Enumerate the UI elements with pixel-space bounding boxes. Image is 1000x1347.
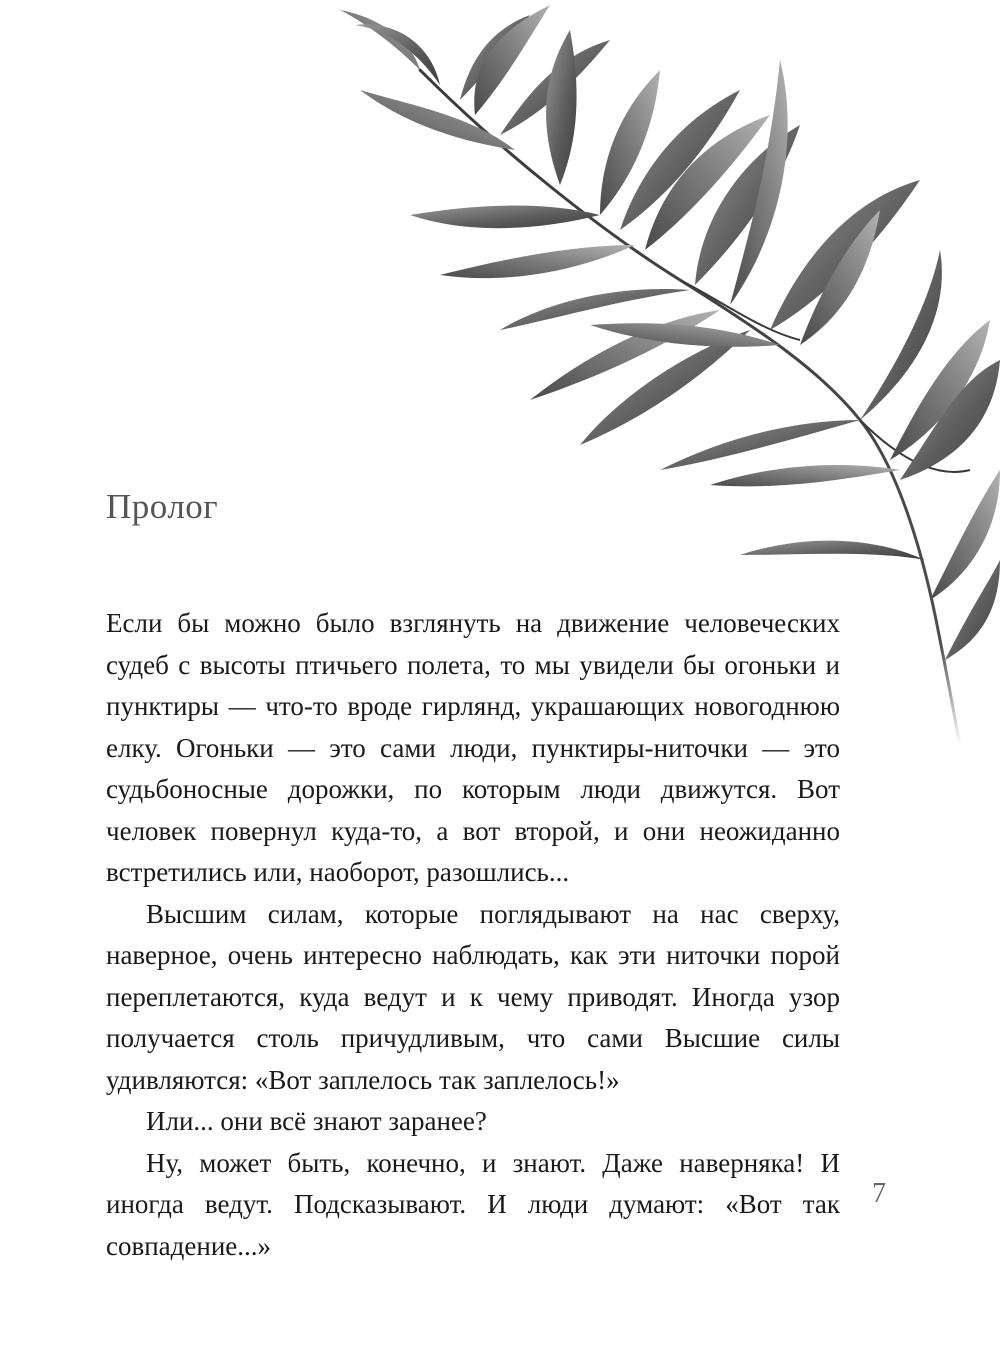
leaf (410, 206, 600, 229)
leaf (440, 245, 635, 278)
leaf (740, 541, 925, 560)
leaf (580, 330, 750, 445)
leaf (546, 30, 577, 185)
leaf (710, 465, 900, 486)
page-number: 7 (872, 1178, 886, 1209)
body-text (106, 603, 840, 1267)
paragraph: Высшим силам, которые поглядывают на нас сверху, наверное, очень интересно наблюдать, как эти ниточки порой переплетаются, куда ведут и к чему приводят. Иногда узор получается столь причудливым, что сами Высшие силы удивляются: «Вот заплелось так заплелось!» (106, 898, 840, 1095)
chapter-title: Пролог (106, 487, 219, 526)
leaf (660, 420, 860, 470)
leaf (360, 90, 515, 150)
paragraph: Или... они всё знают заранее? (146, 1106, 487, 1136)
paragraph: Если бы можно было взглянуть на движение человеческих судеб с высоты птичьего полета, то мы увидели бы огоньки и пунктиры — что-то вроде гирлянд, украшающих новогоднюю елку. Огоньки — это сами люди, пунктиры-ниточки — это судьбоносные дорожки, по которым люди движутся. Вот человек повернул куда-то, а вот второй, и они неожиданно встретились или, наоборот, разошлись... (106, 608, 840, 887)
paragraph: Ну, может быть, конечно, и знают. Даже наверняка! И иногда ведут. Подсказывают. И люди думают: «Вот так совпадение...» (106, 1147, 840, 1261)
